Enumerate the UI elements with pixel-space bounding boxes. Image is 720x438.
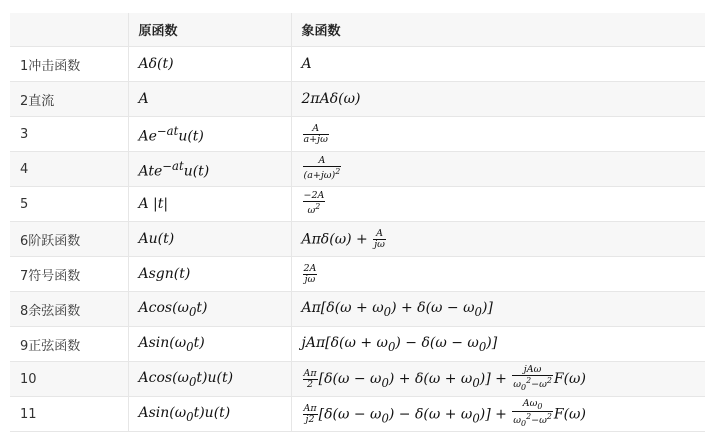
row-label: 7符号函数	[10, 257, 128, 292]
table-row	[10, 362, 705, 397]
table-row	[10, 292, 705, 327]
image-function-formula: Aπδ(ω) + $\frac{A}{j\omega}$	[291, 222, 705, 257]
fourier-transform-table	[10, 13, 705, 432]
original-function-formula: Ate$^{-at}$u(t)	[128, 152, 291, 187]
table-row	[10, 327, 705, 362]
header-original-function: 原函数	[128, 13, 291, 47]
header-image-function: 象函数	[291, 13, 705, 47]
image-function-formula: 2πAδ(ω)	[291, 82, 705, 117]
row-label: 8余弦函数	[10, 292, 128, 327]
row-label: 10	[10, 362, 128, 397]
original-function-formula: $Asin(\omega_0t)u(t)$	[128, 397, 291, 432]
row-label: 1冲击函数	[10, 47, 128, 82]
original-function-formula: $Acos(\omega_0t)u(t)$	[128, 362, 291, 397]
row-label: 3	[10, 117, 128, 152]
image-function-formula: $\frac{A\pi}{j2}$ $[\delta(\omega - \omega_0) - \delta(\omega + \omega_0)]$ + $\frac{A\omega_0}{\omega_0^2-\omega^2}$ F(ω)	[291, 397, 705, 432]
table-row	[10, 82, 705, 117]
image-function-formula: $A\pi[\delta(\omega + \omega_0) + \delta(\omega - \omega_0)]$	[291, 292, 705, 327]
original-function-formula: Asgn(t)	[128, 257, 291, 292]
header-index	[10, 13, 128, 47]
table-row	[10, 187, 705, 222]
image-function-formula: $\frac{A\pi}{2}$ $[\delta(\omega - \omega_0) + \delta(\omega + \omega_0)]$ + $\frac{\text{jAω}}{\omega_0^2-\omega^2}$ F(ω)	[291, 362, 705, 397]
row-label: 2直流	[10, 82, 128, 117]
row-label: 9正弦函数	[10, 327, 128, 362]
table-header-row	[10, 13, 705, 47]
image-function-formula: A	[291, 47, 705, 82]
image-function-formula: $\frac{A}{(a+j\omega)^2}$	[291, 152, 705, 187]
original-function-formula: $Acos(\omega_0t)$	[128, 292, 291, 327]
image-function-formula: $\frac{-2A}{\omega^2}$	[291, 187, 705, 222]
original-function-formula: Aδ(t)	[128, 47, 291, 82]
original-function-formula: A	[128, 82, 291, 117]
table-row	[10, 397, 705, 432]
row-label: 6阶跃函数	[10, 222, 128, 257]
table-row	[10, 117, 705, 152]
row-label: 5	[10, 187, 128, 222]
table-row	[10, 47, 705, 82]
table-body	[10, 47, 705, 432]
image-function-formula: $\frac{A}{a+j\omega}$	[291, 117, 705, 152]
table-row	[10, 222, 705, 257]
row-label: 11	[10, 397, 128, 432]
table-row	[10, 257, 705, 292]
original-function-formula: Au(t)	[128, 222, 291, 257]
fourier-transform-table-container	[10, 13, 705, 432]
original-function-formula: A |t|	[128, 187, 291, 222]
table-row	[10, 152, 705, 187]
original-function-formula: $Asin(\omega_0t)$	[128, 327, 291, 362]
image-function-formula: $jA\pi[\delta(\omega + \omega_0) - \delta(\omega - \omega_0)]$	[291, 327, 705, 362]
original-function-formula: $Ae^{-at}u(t)$	[128, 117, 291, 152]
image-function-formula: $\frac{2A}{j\omega}$	[291, 257, 705, 292]
row-label: 4	[10, 152, 128, 187]
